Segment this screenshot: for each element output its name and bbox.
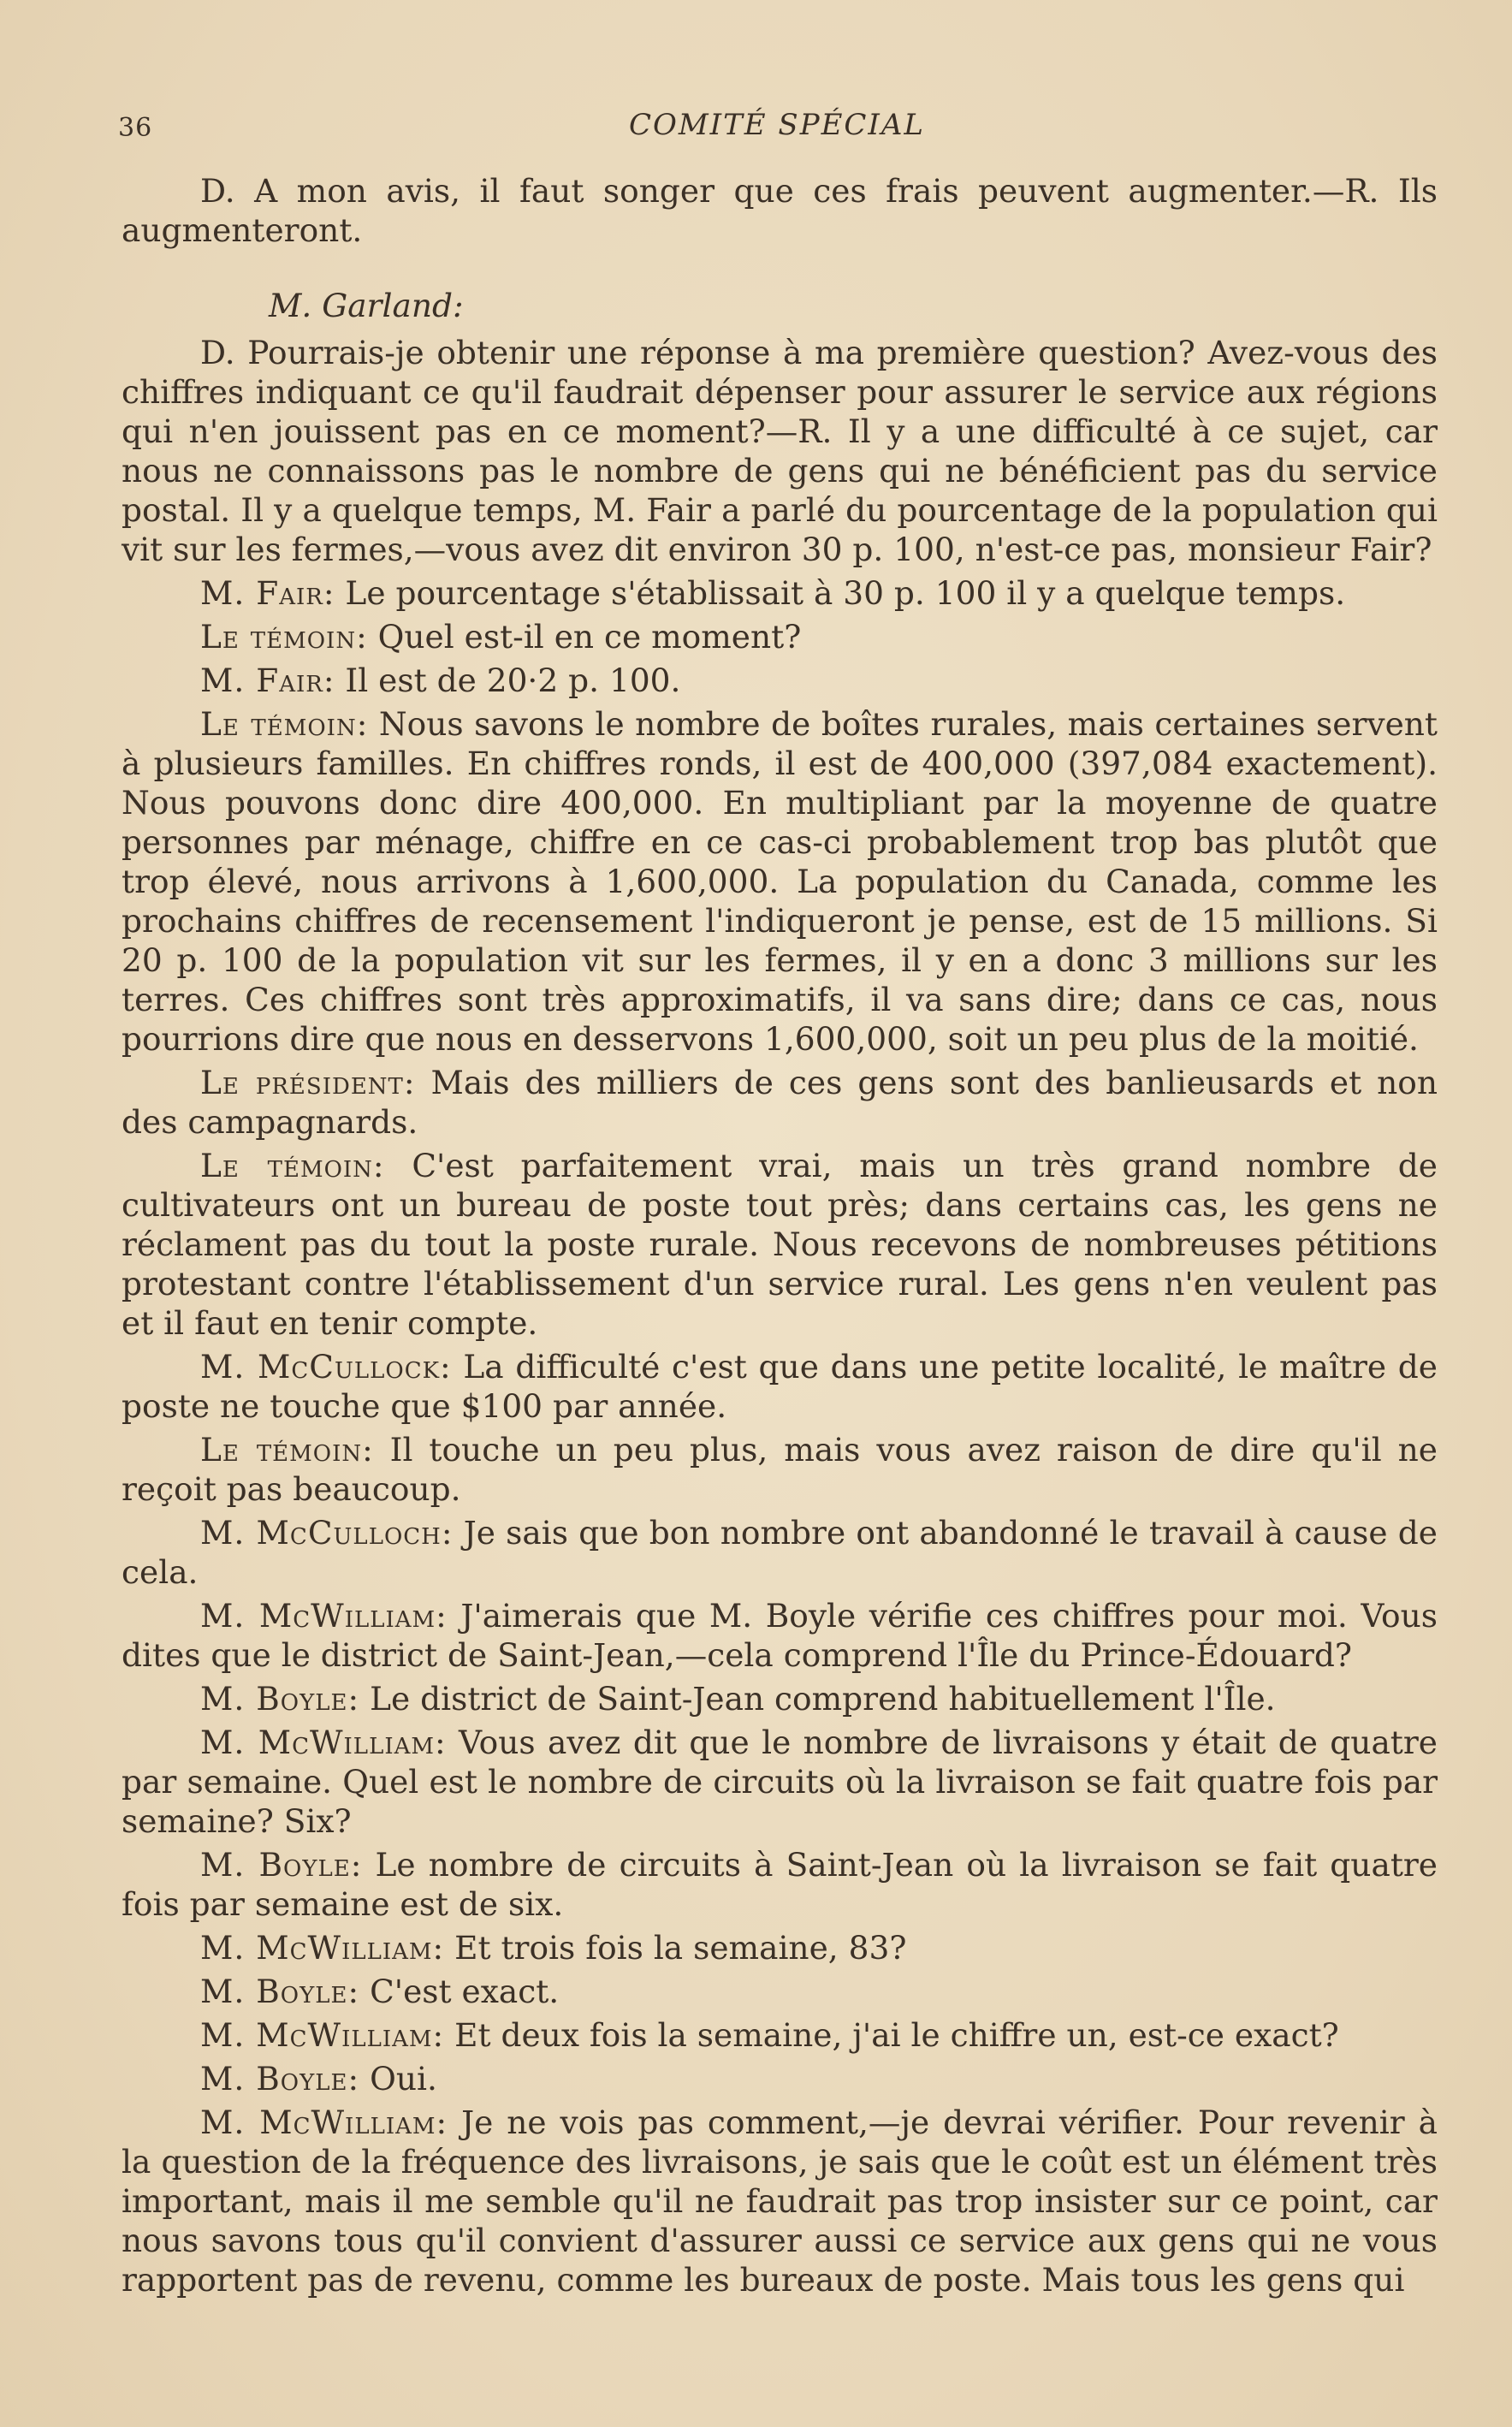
speaker-name: M. McWilliam: [200, 1724, 447, 1761]
speaker-name: M. Boyle: [200, 2060, 360, 2098]
speech-text: Et trois fois la semaine, 83? [444, 1929, 907, 1967]
speech-text: Le district de Saint-Jean comprend habituellement l'Île. [359, 1680, 1276, 1718]
speaker-name: Le témoin: [200, 705, 369, 743]
speech-text: Je sais que bon nombre ont abandonné le travail à cause de cela. [122, 1514, 1438, 1591]
speaker-name: M. Fair: [200, 574, 335, 612]
speech-paragraph [122, 1679, 1438, 1718]
speech-text: Le pourcentage s'établissait à 30 p. 100 il y a quelque temps. [335, 574, 1346, 612]
speech-text: J'aimerais que M. Boyle vérifie ces chiffres pour moi. Vous dites que le district de Saint-Jean,—cela comprend l'Île du Prince-Édouard? [122, 1597, 1438, 1674]
speaker-name: M. McCulloch: [200, 1514, 454, 1552]
speech-text: C'est parfaitement vrai, mais un très grand nombre de cultivateurs ont un bureau de poste tout près; dans certains cas, les gens ne réclament pas du tout la poste rurale. Nous recevons de nombreuses pétitions protestant contre l'établissement d'un service rural. Les gens n'en veulent pas et il faut en tenir compte. [122, 1147, 1438, 1342]
speaker-name: M. McWilliam: [200, 2016, 445, 2054]
speech-paragraph [122, 1972, 1438, 2011]
running-head: COMITÉ SPÉCIAL [628, 108, 925, 142]
speech-paragraph [122, 1928, 1438, 1967]
speech-text: Il est de 20·2 p. 100. [335, 662, 681, 699]
speech-paragraph [122, 1845, 1438, 1924]
speaker-name: Le témoin: [200, 1431, 374, 1469]
speaker-name: M. McWilliam: [200, 1597, 448, 1635]
speech-paragraph [122, 1063, 1438, 1142]
speech-paragraph [122, 1596, 1438, 1675]
speech-text: Oui. [359, 2060, 437, 2098]
speech-paragraph [122, 1347, 1438, 1426]
speech-paragraph [122, 1723, 1438, 1841]
speech-text: Il touche un peu plus, mais vous avez raison de dire qu'il ne reçoit pas beaucoup. [122, 1431, 1438, 1508]
speech-text: Vous avez dit que le nombre de livraisons y était de quatre par semaine. Quel est le nombre de circuits où la livraison se fait quatre fois par semaine? Six? [122, 1724, 1438, 1840]
speech-text: La difficulté c'est que dans une petite localité, le maître de poste ne touche que $100 par année. [122, 1348, 1438, 1425]
speech-paragraph [122, 1513, 1438, 1592]
speech-paragraph [122, 2059, 1438, 2098]
speaker-name: M. McCullock: [200, 1348, 452, 1386]
body-paragraph: D. Pourrais-je obtenir une réponse à ma première question? Avez-vous des chiffres indiquant ce qu'il faudrait dépenser pour assurer le service aux régions qui n'en jouissent pas en ce moment?—R. Il y a une difficulté à ce sujet, car nous ne connaissons pas le nombre de gens qui ne bénéficient pas du service postal. Il y a quelque temps, M. Fair a parlé du pourcentage de la population qui vit sur les fermes,—vous avez dit environ 30 p. 100, n'est-ce pas, monsieur Fair? [122, 334, 1438, 568]
body-paragraph: D. A mon avis, il faut songer que ces frais peuvent augmenter.—R. Ils augmenteront. [122, 172, 1438, 249]
speaker-name: Le témoin: [200, 1147, 385, 1184]
speaker-name: M. Fair: [200, 662, 335, 699]
speech-text: Mais des milliers de ces gens sont des banlieusards et non des campagnards. [122, 1064, 1438, 1141]
page-header [118, 101, 1436, 152]
speaker-name: M. McWilliam: [200, 1929, 445, 1967]
speech-paragraph [122, 1430, 1438, 1509]
speech-paragraph [122, 704, 1438, 1059]
speech-paragraph [122, 661, 1438, 700]
speech-text: Et deux fois la semaine, j'ai le chiffre un, est-ce exact? [444, 2016, 1339, 2054]
speech-text: Le nombre de circuits à Saint-Jean où la livraison se fait quatre fois par semaine est de six. [122, 1846, 1438, 1923]
speaker-name: M. Boyle: [200, 1973, 360, 2010]
speech-paragraph [122, 617, 1438, 656]
transcript-body [122, 171, 1438, 2299]
speech-text: C'est exact. [359, 1973, 560, 2010]
speaker-name: Le témoin: [200, 618, 368, 656]
speech-paragraph [122, 2103, 1438, 2299]
speech-paragraph [122, 2015, 1438, 2055]
speaker-name: M. McWilliam: [200, 2104, 448, 2141]
speech-text: Nous savons le nombre de boîtes rurales, mais certaines servent à plusieurs familles. En chiffres ronds, il est de 400,000 (397,084 exactement). Nous pouvons donc dire 400,000. En multipliant par la moyenne de quatre personnes par ménage, chiffre en ce cas-ci probablement trop bas plutôt que trop élevé, nous arrivons à 1,600,000. La population du Canada, comme les prochains chiffres de recensement l'indiqueront je pense, est de 15 millions. Si 20 p. 100 de la population vit sur les fermes, il y en a donc 3 millions sur les terres. Ces chiffres sont très approximatifs, il va sans dire; dans ce cas, nous pourrions dire que nous en desservons 1,600,000, soit un peu plus de la moitié. [122, 705, 1438, 1058]
speaker-name: Le président: [200, 1064, 416, 1101]
speech-paragraph [122, 1146, 1438, 1343]
speech-text: Je ne vois pas comment,—je devrai vérifier. Pour revenir à la question de la fréquence des livraisons, je sais que le coût est un élément très important, mais il me semble qu'il ne faudrait pas trop insister sur ce point, car nous savons tous qu'il convient d'assurer aussi ce service aux gens qui ne vous rapportent pas de revenu, comme les bureaux de poste. Mais tous les gens qui [122, 2104, 1438, 2299]
speech-text: Quel est-il en ce moment? [367, 618, 802, 656]
speaker-heading: M. Garland: [269, 287, 464, 324]
page-number: 36 [118, 113, 153, 143]
speaker-name: M. Boyle: [200, 1846, 363, 1884]
speaker-name: M. Boyle: [200, 1680, 360, 1718]
speech-paragraph [122, 573, 1438, 613]
